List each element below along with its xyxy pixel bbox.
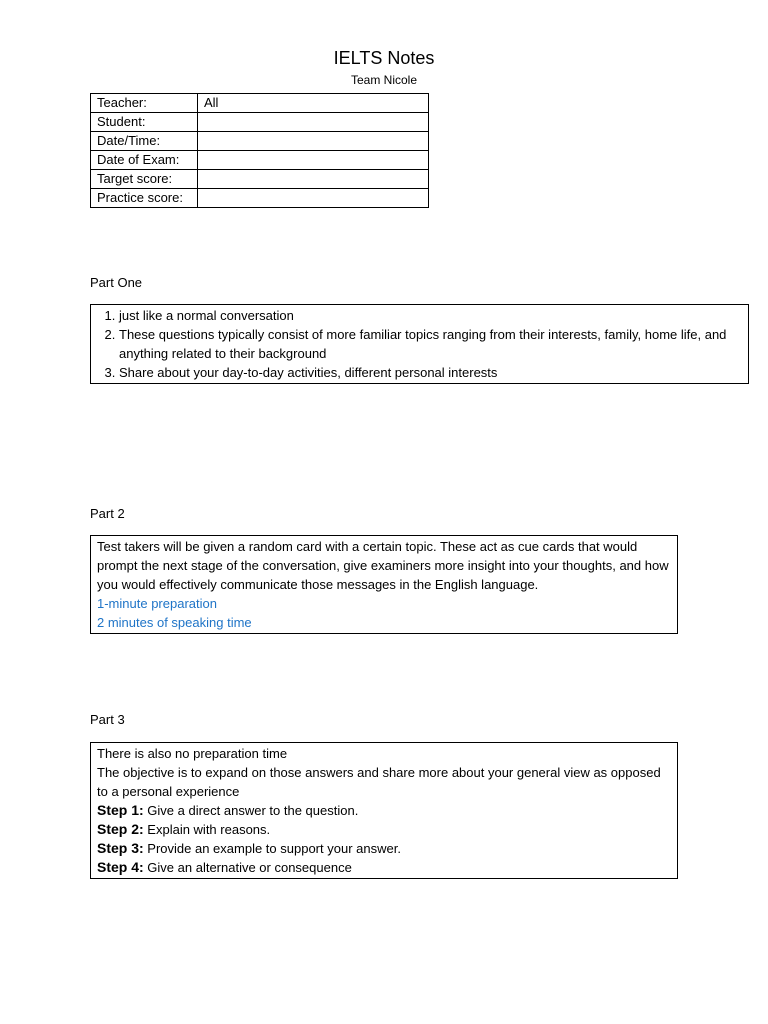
list-item: 2. These questions typically consist of more familiar topics ranging from their interests, family, home life, and anything related to their background xyxy=(119,325,742,363)
target-score-label: Target score: xyxy=(91,170,198,189)
practice-score-label: Practice score: xyxy=(91,189,198,208)
date-time-value[interactable] xyxy=(198,132,429,151)
teacher-value[interactable]: All xyxy=(198,94,429,113)
part-one-list xyxy=(97,306,742,382)
step-3 xyxy=(97,839,671,858)
target-score-value[interactable] xyxy=(198,170,429,189)
part-two-heading: Part 2 xyxy=(90,506,125,521)
part-one-heading: Part One xyxy=(90,275,143,290)
table-row xyxy=(91,151,429,170)
step-3-text: Provide an example to support your answer. xyxy=(143,841,401,856)
part-three-heading: Part 3 xyxy=(90,712,125,727)
step-2-label: Step 2: xyxy=(97,821,144,837)
table-row xyxy=(91,189,429,208)
step-4-label: Step 4: xyxy=(97,859,144,875)
date-time-label: Date/Time: xyxy=(91,132,198,151)
step-2-text: Explain with reasons. xyxy=(143,822,271,837)
step-2 xyxy=(97,820,671,839)
part-two-box xyxy=(90,535,678,634)
exam-date-label: Date of Exam: xyxy=(91,151,198,170)
teacher-label: Teacher: xyxy=(91,94,198,113)
document-subtitle xyxy=(0,72,768,88)
subtitle-text: Team Nicole xyxy=(350,73,418,87)
table-row xyxy=(91,94,429,113)
practice-score-value[interactable] xyxy=(198,189,429,208)
part-three-line-2: The objective is to expand on those answers and share more about your general view as opposed to a personal experience xyxy=(97,765,661,799)
student-label: Student: xyxy=(91,113,198,132)
step-1 xyxy=(97,801,671,820)
table-row xyxy=(91,170,429,189)
table-row xyxy=(91,132,429,151)
document-title: IELTS Notes xyxy=(333,48,435,68)
part-three-box xyxy=(90,742,678,879)
list-item: 3. Share about your day-to-day activities, different personal interests xyxy=(119,363,742,382)
part-three-line-1: There is also no preparation time xyxy=(97,746,288,761)
part-one-box xyxy=(90,304,749,384)
step-3-label: Step 3: xyxy=(97,840,144,856)
student-value[interactable] xyxy=(198,113,429,132)
step-4-text: Give an alternative or consequence xyxy=(143,860,352,875)
step-4 xyxy=(97,858,671,877)
exam-date-value[interactable] xyxy=(198,151,429,170)
prep-time-note: 1-minute preparation xyxy=(97,596,217,611)
step-1-label: Step 1: xyxy=(97,802,144,818)
info-table xyxy=(90,93,429,208)
part-two-description: Test takers will be given a random card with a certain topic. These act as cue cards that would prompt the next stage of the conversation, give examiners more insight into your thoughts, and how you would effectively communicate those messages in the English language. xyxy=(97,539,669,592)
speaking-time-note: 2 minutes of speaking time xyxy=(97,615,252,630)
step-1-text: Give a direct answer to the question. xyxy=(143,803,359,818)
table-row xyxy=(91,113,429,132)
list-item: 1. just like a normal conversation xyxy=(119,306,742,325)
